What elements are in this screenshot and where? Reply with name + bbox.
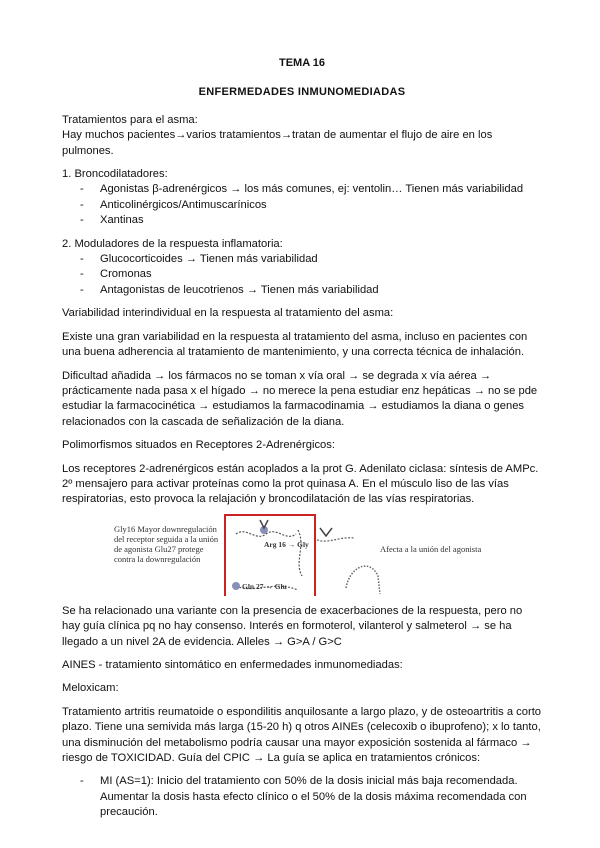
polimorfismos-heading: Polimorfismos situados en Receptores 2-Adrenérgicos: xyxy=(62,439,335,452)
list-item: - Agonistas β-adrenérgicos → los más comunes, ej: ventolin… Tienen más variabilidad xyxy=(80,182,542,197)
gln-mutation-label: Gln 27 → Glu xyxy=(242,581,287,591)
list-item: - Glucocorticoides → Tienen más variabilidad xyxy=(80,252,542,267)
list-item: - Cromonas xyxy=(80,267,542,282)
variabilidad-heading: Variabilidad interindividual en la respuesta al tratamiento del asma: xyxy=(62,307,394,320)
moduladores-list xyxy=(62,252,542,298)
intro-heading: Tratamientos para el asma: xyxy=(62,113,198,126)
variabilidad-paragraph-2: Dificultad añadida → los fármacos no se toman x vía oral → se degrada x vía aérea → prácticamente nada pasa x el hígado → no merece la pena estudiar enz hepáticas → no se pde estudiar la farmacocinética → estudiamos la farmacodinamia → estudiamos la diana o genes relacionados con la cascada de señalización de la diana. xyxy=(62,369,538,428)
figure-right-label: Afecta a la unión del agonista xyxy=(380,543,482,554)
intro-paragraph xyxy=(62,113,542,159)
aines-paragraph: Tratamiento artritis reumatoide o espondilitis anquilosante a largo plazo, y de osteoartritis a corto plazo. Tiene una semivida más larga (15-20 h) q otros AINEs (celecoxib o ibuprofeno); x lo tanto, una disminución del metabolismo podría causar una mayor exposición sostenida al fármaco → riesgo de TOXICIDAD. Guía del CPIC → La guía se aplica en tratamientos crónicos: xyxy=(62,705,542,764)
page-subtitle: ENFERMEDADES INMUNOMEDIADAS xyxy=(198,86,406,99)
document-page xyxy=(62,48,542,821)
moduladores-heading: 2. Moduladores de la respuesta inflamatoria: xyxy=(62,237,283,250)
intro-text: Hay muchos pacientes→varios tratamientos→tratan de aumentar el flujo de aire en los pulmones. xyxy=(62,129,493,157)
arg-mutation-label: Arg 16 → Gly xyxy=(264,539,309,549)
cpic-guide-list xyxy=(62,774,542,820)
page-title: TEMA 16 xyxy=(278,57,326,69)
aines-subheading: Meloxicam: xyxy=(62,682,119,695)
variabilidad-paragraph-1: Existe una gran variabilidad en la respuesta al tratamiento del asma, incluso en pacientes con una buena adherencia al tratamiento de mantenimiento, y una correcta técnica de inhalación. xyxy=(62,330,528,359)
broncodilatadores-list xyxy=(62,182,542,228)
list-item: - Antagonistas de leucotrienos → Tienen más variabilidad xyxy=(80,283,542,298)
variante-paragraph: Se ha relacionado una variante con la presencia de exacerbaciones de la respuesta, pero no hay guía clínica pq no hay consenso. Interés en formoterol, vilanterol y salmeterol → se ha llegado a un nivel 2A de evidencia. Alleles → G>A / G>C xyxy=(62,604,523,648)
list-item: - MI (AS=1): Inicio del tratamiento con 50% de la dosis inicial más baja recomendada. Aumentar la dosis hasta efecto clínico o el 50% de la dosis máxima recomendada con precaución. xyxy=(80,774,542,820)
receptor-figure xyxy=(114,516,514,600)
list-item: - Anticolinérgicos/Antimuscarínicos xyxy=(80,198,542,213)
list-item: - Xantinas xyxy=(80,213,542,228)
figure-left-label: Gly16 Mayor downregulación del receptor seguida a la unión de agonista Glu27 protege contra la downregulación xyxy=(114,523,219,564)
aines-heading: AINES - tratamiento sintomático en enfermedades inmunomediadas: xyxy=(62,658,403,671)
broncodilatadores-heading: 1. Broncodilatadores: xyxy=(62,168,168,181)
polimorfismos-paragraph: Los receptores 2-adrenérgicos están acoplados a la prot G. Adenilato ciclasa: síntesis de AMPc. 2º mensajero para activar proteínas como la prot quinasa A. En el músculo liso de las vías respiratorias, esto provoca la relajación y broncodilatación de las vías respiratorias. xyxy=(62,462,539,506)
